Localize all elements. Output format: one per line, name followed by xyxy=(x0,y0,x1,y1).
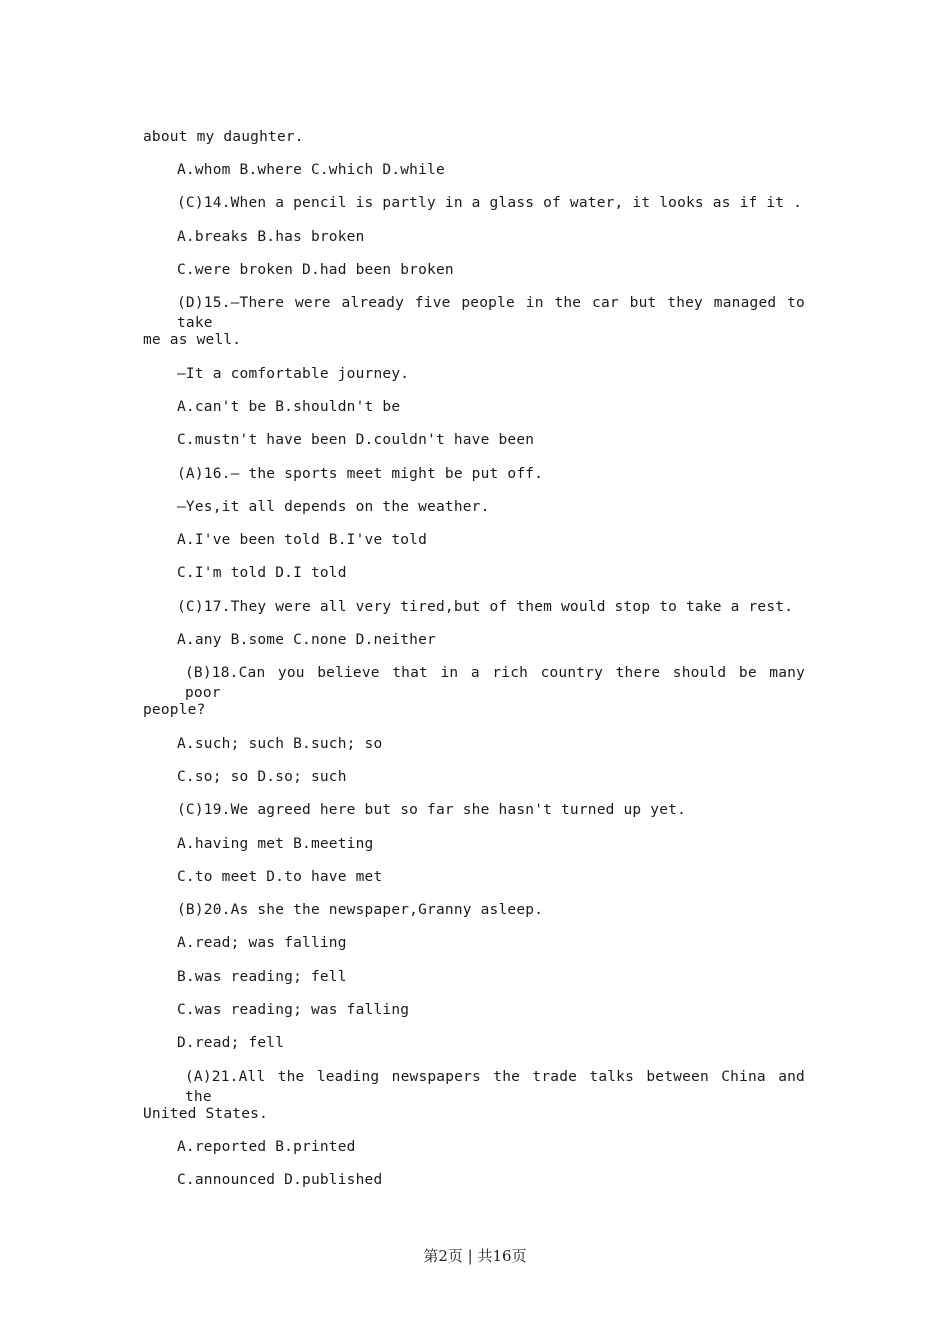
text-line: about my daughter. xyxy=(143,129,304,145)
answer-option: B.was reading; fell xyxy=(177,969,347,985)
answer-options: C.I'm told D.I told xyxy=(177,565,347,581)
text-line: people? xyxy=(143,702,206,718)
question-15: (D)15.—There were already five people in the car but they managed to take xyxy=(177,295,805,331)
question-17: (C)17.They were all very tired,but of them would stop to take a rest. xyxy=(177,599,794,615)
answer-options: A.any B.some C.none D.neither xyxy=(177,632,436,648)
page-number-footer: 第2页 | 共16页 xyxy=(423,1247,527,1265)
question-16: (A)16.— the sports meet might be put off. xyxy=(177,466,544,482)
answer-options: C.were broken D.had been broken xyxy=(177,262,454,278)
answer-options: C.so; so D.so; such xyxy=(177,769,347,785)
answer-options: A.such; such B.such; so xyxy=(177,736,383,752)
text-line: me as well. xyxy=(143,332,242,348)
answer-options: C.to meet D.to have met xyxy=(177,869,383,885)
answer-options: A.I've been told B.I've told xyxy=(177,532,428,548)
question-20: (B)20.As she the newspaper,Granny asleep. xyxy=(177,902,544,918)
answer-options: A.reported B.printed xyxy=(177,1139,356,1155)
answer-options: C.announced D.published xyxy=(177,1172,383,1188)
question-14: (C)14.When a pencil is partly in a glass of water, it looks as if it . xyxy=(177,195,803,211)
question-19: (C)19.We agreed here but so far she hasn't turned up yet. xyxy=(177,802,686,818)
answer-options: C.mustn't have been D.couldn't have been xyxy=(177,432,535,448)
dialogue-line: —Yes,it all depends on the weather. xyxy=(177,499,490,515)
answer-options: A.having met B.meeting xyxy=(177,836,374,852)
answer-options: A.can't be B.shouldn't be xyxy=(177,399,401,415)
question-18: (B)18.Can you believe that in a rich country there should be many poor xyxy=(185,665,805,701)
answer-options: A.breaks B.has broken xyxy=(177,229,365,245)
question-21: (A)21.All the leading newspapers the trade talks between China and the xyxy=(185,1069,805,1105)
answer-option: A.read; was falling xyxy=(177,935,347,951)
dialogue-line: —It a comfortable journey. xyxy=(177,366,410,382)
text-line: United States. xyxy=(143,1106,269,1122)
answer-options: A.whom B.where C.which D.while xyxy=(177,162,445,178)
answer-option: D.read; fell xyxy=(177,1035,285,1051)
answer-option: C.was reading; was falling xyxy=(177,1002,410,1018)
